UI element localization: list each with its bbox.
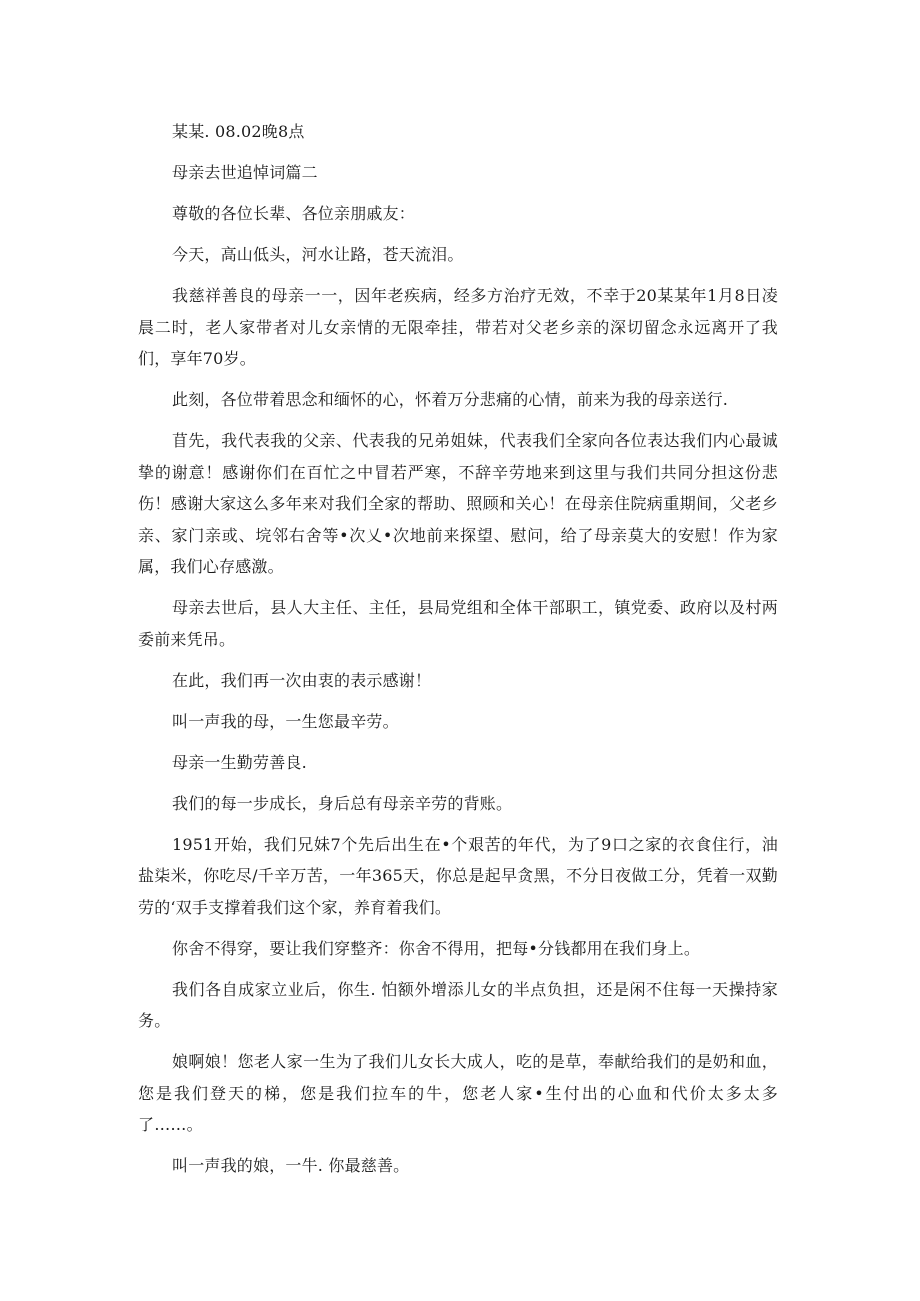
paragraph: 叫一声我的娘，一牛. 你最慈善。 (172, 1156, 410, 1175)
paragraph: 我们各自成家立业后，你生. 怕额外增添儿女的半点负担，还是闲不住每一天操持家务。 (138, 979, 778, 1030)
paragraph-date-line: 某某. 08.02晚8点 (172, 122, 305, 141)
paragraph: 我慈祥善良的母亲一一，因年老疾病，经多方治疗无效，不幸于20某某年1月8日凌晨二时，老人家带者对儿女亲情的无限牵挂，带若对父老乡亲的深切留念永远离开了我们，享年70岁。 (138, 286, 778, 368)
paragraph: 此刻，各位带着思念和缅怀的心，怀着万分悲痛的心情，前来为我的母亲送行. (172, 390, 729, 409)
document-body (138, 116, 778, 1191)
paragraph: 叫一声我的母，一生您最辛劳。 (172, 711, 399, 731)
paragraph: 母亲一生勤劳善良. (172, 752, 307, 772)
paragraph: 1951开始，我们兄妹7个先后出生在•个艰苦的年代，为了9口之家的衣食住行，油盐柒米，你吃尽/千辛万苦，一年365天，你总是起早贪黑，不分日夜做工分，凭着一双勤劳的‘双手支撑着我们这个家，养育着我们。 (138, 834, 778, 917)
paragraph: 我们的每一步成长，身后总有母亲辛劳的背账。 (172, 793, 513, 813)
paragraph-salutation: 尊敬的各位长辈、各位亲朋戚友： (172, 204, 416, 223)
paragraph: 今天，高山低头，河水让路，苍天流泪。 (172, 245, 464, 264)
paragraph: 你舍不得穿，要让我们穿整齐：你舍不得用，把每•分钱都用在我们身上。 (172, 938, 701, 958)
paragraph: 娘啊娘！您老人家一生为了我们儿女长大成人，吃的是草，奉献给我们的是奶和血，您是我们登天的梯，您是我们拉车的牛，您老人家•生付出的心血和代价太多太多了……。 (138, 1052, 778, 1134)
paragraph: 在此，我们再一次由衷的表示感谢！ (172, 670, 432, 690)
paragraph: 苜先，我代表我的父亲、代表我的兄弟姐妹，代表我们全家向各位表达我们内心最诚挚的谢意！感谢你们在百忙之中冒若严寒，不辞辛劳地来到这里与我们共同分担这份悲伤！感谢大家这么多年来对我们全家的帮助、照顾和关心！在母亲住院病重期间，父老乡亲、家门亲或、垸邻右舍等•次乂•次地前来探望、慰问，给了母亲莫大的安慰！作为家属，我们心存感激。 (138, 431, 778, 576)
paragraph: 母亲去世后，县人大主任、主任，县局党组和全体干部职工，镇党委、政府以及村两委前来凭吊。 (138, 598, 778, 649)
paragraph-section-title: 母亲去世追悼词篇二 (172, 163, 318, 182)
